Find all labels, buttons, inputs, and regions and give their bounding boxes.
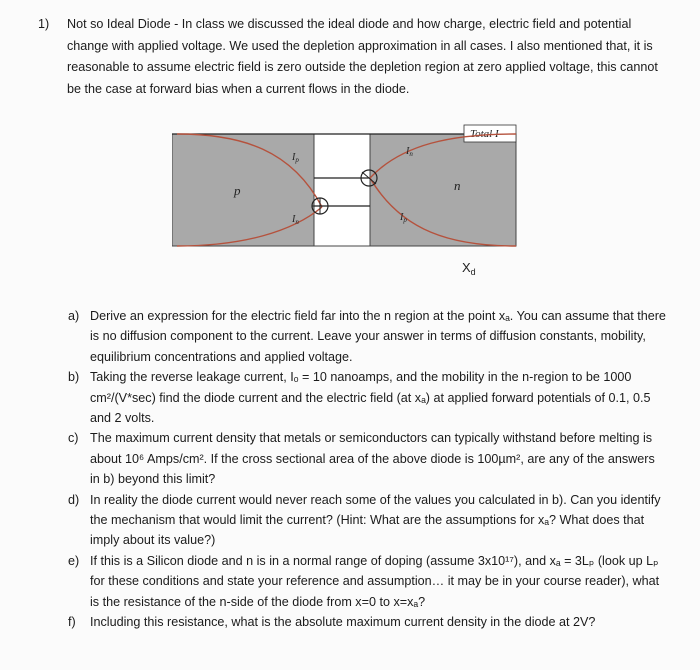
in-top-label: $I_n$ bbox=[406, 146, 413, 158]
problem-1 bbox=[38, 14, 668, 100]
part-c bbox=[68, 428, 668, 489]
ip-bottom-label: $I_p$ bbox=[400, 212, 407, 224]
part-text: If this is a Silicon diode and n is in a normal range of doping (assume 3x10¹⁷), and xₐ = 3Lₚ (look up Lₚ for these conditions and state your reference and assumption… it may be in your course reader), what is the resistance of the n-side of the diode from x=0 to x=xₐ? bbox=[90, 553, 660, 609]
in-bottom-label: $I_n$ bbox=[292, 214, 299, 226]
xd-label: $X_d$ bbox=[462, 260, 476, 277]
n-region bbox=[370, 134, 516, 246]
part-b bbox=[68, 367, 668, 428]
problem-intro: Not so Ideal Diode - In class we discussed the ideal diode and how charge, electric field and potential change with applied voltage. We used the depletion approximation in all cases. I also mentioned that, it is reasonable to assume electric field is zero outside the depletion region at zero applied voltage, this cannot be the case at forward bias when a current flows in the diode. bbox=[67, 17, 658, 96]
part-label: f) bbox=[68, 615, 76, 630]
part-label: b) bbox=[68, 370, 80, 385]
p-region bbox=[172, 134, 314, 246]
problem-number: 1) bbox=[38, 17, 50, 31]
part-label: d) bbox=[68, 492, 80, 507]
n-label: n bbox=[454, 178, 461, 193]
part-text: Derive an expression for the electric field far into the n region at the point xₐ. You can assume that there is no diffusion component to the current. Leave your answer in terms of diffusion constants, mobility, equilibrium concentrations and applied voltage. bbox=[90, 309, 666, 364]
part-text: The maximum current density that metals or semiconductors can typically withstand before melting is about 10⁶ Amps/cm². If the cross sectional area of the above diode is 100µm², are any of the answers in b) beyond this limit? bbox=[90, 431, 655, 487]
p-label: p bbox=[234, 183, 241, 198]
part-d bbox=[68, 490, 668, 551]
part-e bbox=[68, 551, 668, 612]
depletion-region bbox=[314, 134, 370, 246]
part-label: a) bbox=[68, 309, 80, 323]
diode-current-diagram bbox=[172, 122, 524, 284]
part-text: In reality the diode current would never reach some of the values you calculated in b). Can you identify the mechanism that would limit the current? (Hint: What are the assumptions for xₐ? What does that imply about its value?) bbox=[90, 492, 661, 548]
part-label: e) bbox=[68, 553, 80, 568]
part-f bbox=[68, 612, 668, 632]
question-parts bbox=[68, 306, 668, 633]
part-label: c) bbox=[68, 431, 79, 446]
part-text: Including this resistance, what is the absolute maximum current density in the diode at 2V? bbox=[90, 615, 596, 630]
part-text: Taking the reverse leakage current, Iₒ = 10 nanoamps, and the mobility in the n-region to be 1000 cm²/(V*sec) find the diode current and the electric field (at xₐ) at applied forward potentials of 0.1, 0.5 and 2 volts. bbox=[90, 370, 651, 426]
part-a bbox=[68, 306, 668, 367]
ip-top-label: $I_p$ bbox=[292, 152, 299, 164]
total-label: Total I bbox=[470, 128, 499, 140]
